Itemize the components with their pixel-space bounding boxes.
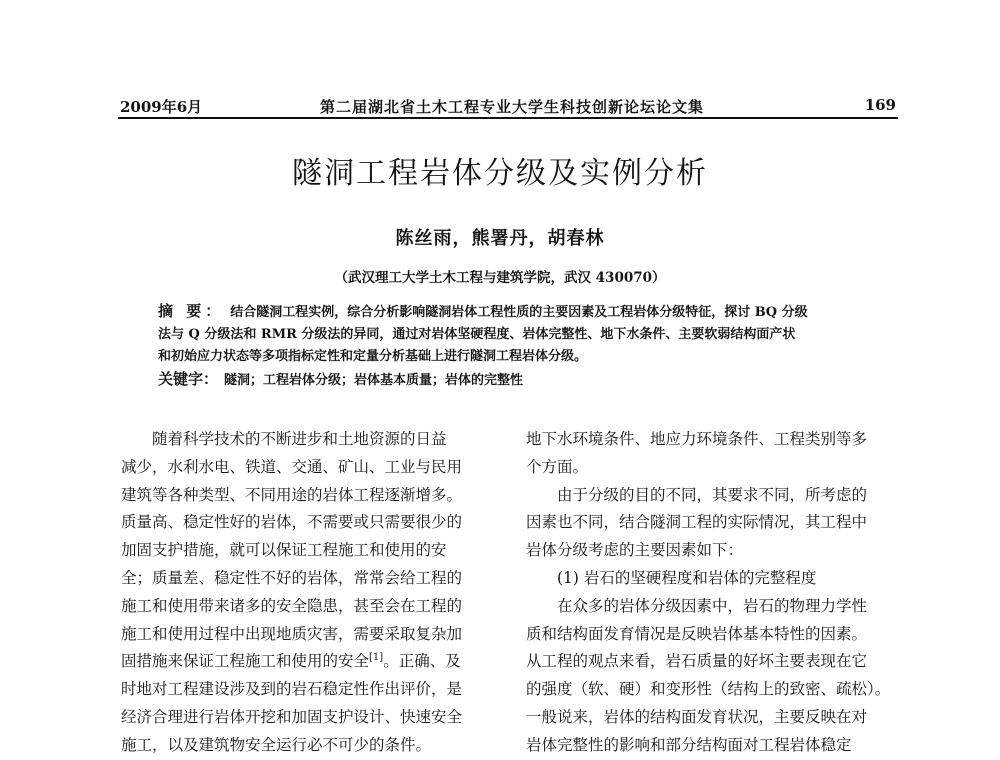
paper-title: 隧洞工程岩体分级及实例分析 bbox=[292, 156, 708, 191]
body-line: 加固支护措施，就可以保证工程施工和使用的安 bbox=[121, 541, 447, 560]
body-line: 一般说来，岩体的结构面发育状况，主要反映在对 bbox=[526, 707, 868, 726]
body-column-right bbox=[526, 426, 898, 760]
section-heading: (1) 岩石的坚硬程度和岩体的完整程度 bbox=[557, 568, 817, 587]
body-line: 岩体分级考虑的主要因素如下： bbox=[526, 541, 744, 560]
body-line: 个方面。 bbox=[526, 457, 589, 476]
body-line: 质量高、稳定性好的岩体，不需要或只需要很少的 bbox=[121, 513, 463, 532]
body-line: 施工，以及建筑物安全运行必不可少的条件。 bbox=[121, 735, 432, 754]
body-line: 的强度（软、硬）和变形性（结构上的致密、疏松）。 bbox=[526, 680, 891, 699]
body-line: 岩体完整性的影响和部分结构面对工程岩体稳定 bbox=[526, 735, 852, 754]
abstract-line: 法与 Q 分级法和 RMR 分级法的异同，通过对岩体坚硬程度、岩体完整性、地下水条件、主要软弱结构面产状 bbox=[158, 327, 796, 342]
body-line: 减少，水利水电、铁道、交通、矿山、工业与民用 bbox=[121, 457, 463, 476]
keywords-label: 关键字： bbox=[158, 370, 219, 388]
body-line bbox=[121, 648, 493, 676]
body-line: 施工和使用带来诸多的安全隐患，甚至会在工程的 bbox=[121, 596, 463, 615]
body-line: 随着科学技术的不断进步和土地资源的日益 bbox=[152, 430, 447, 448]
body-line: 时地对工程建设涉及到的岩石稳定性作出评价，是 bbox=[121, 680, 463, 699]
body-line: 在众多的岩体分级因素中，岩石的物理力学性 bbox=[557, 596, 868, 615]
header-rule bbox=[118, 117, 898, 119]
header-page-number: 169 bbox=[864, 96, 896, 114]
body-line: 地下水环境条件、地应力环境条件、工程类别等多 bbox=[526, 430, 868, 448]
body-line: 因素也不同，结合隧洞工程的实际情况，其工程中 bbox=[526, 513, 868, 532]
keywords-text: 隧洞；工程岩体分级；岩体基本质量；岩体的完整性 bbox=[224, 373, 524, 388]
abstract-text: 结合隧洞工程实例，综合分析影响隧洞岩体工程性质的主要因素及工程岩体分级特征，探讨 BQ 分级 bbox=[230, 305, 808, 320]
header-date: 2009年6月 bbox=[120, 98, 203, 116]
abstract-label: 摘 要： bbox=[158, 302, 225, 320]
abstract-line: 和初始应力状态等多项指标定性和定量分析基础上进行隧洞工程岩体分级。 bbox=[158, 349, 588, 364]
body-line: 经济合理进行岩体开挖和加固支护设计、快速安全 bbox=[121, 707, 463, 726]
body-column-left bbox=[121, 426, 493, 760]
header-journal-title: 第二届湖北省土木工程专业大学生科技创新论坛论文集 bbox=[320, 98, 705, 116]
body-text: 。正确、及 bbox=[383, 652, 461, 671]
body-line: 从工程的观点来看，岩石质量的好坏主要表现在它 bbox=[526, 652, 868, 671]
keywords-line bbox=[158, 368, 888, 392]
citation-ref[interactable]: [1] bbox=[369, 652, 384, 664]
paper-affiliation: （武汉理工大学土木工程与建筑学院，武汉 430070） bbox=[334, 270, 666, 286]
body-text: 固措施来保证工程施工和使用的安全 bbox=[121, 652, 370, 671]
body-line: 施工和使用过程中出现地质灾害，需要采取复杂加 bbox=[121, 624, 463, 643]
running-header bbox=[120, 96, 896, 118]
abstract-line bbox=[158, 300, 888, 324]
abstract-block bbox=[158, 300, 888, 392]
body-line: 质和结构面发育情况是反映岩体基本特性的因素。 bbox=[526, 624, 868, 643]
body-line: 建筑等各种类型、不同用途的岩体工程逐渐增多。 bbox=[121, 485, 463, 504]
body-line: 全；质量差、稳定性不好的岩体，常常会给工程的 bbox=[121, 568, 463, 587]
body-line: 由于分级的目的不同，其要求不同，所考虑的 bbox=[557, 485, 868, 504]
paper-authors: 陈丝雨，熊署丹，胡春林 bbox=[395, 228, 605, 249]
